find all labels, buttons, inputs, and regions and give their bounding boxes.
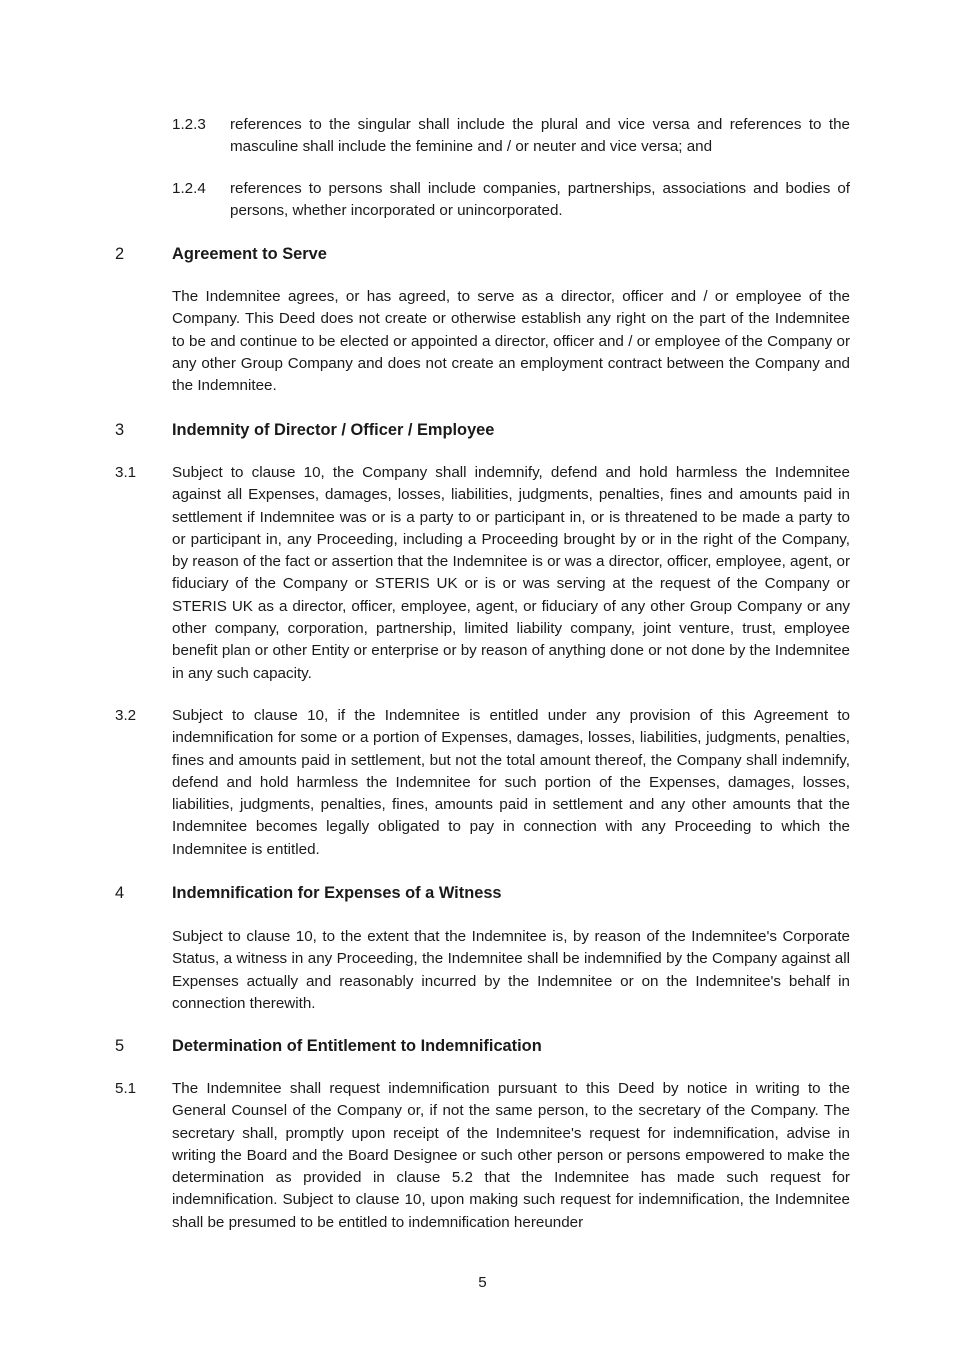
clause-text	[172, 462, 850, 685]
section-heading: Determination of Entitlement to Indemnification	[172, 1037, 542, 1055]
clause-number: 3.2	[115, 707, 137, 724]
section-number: 3	[115, 421, 125, 439]
clause-text	[172, 1078, 850, 1234]
section-heading: Indemnification for Expenses of a Witness	[172, 884, 502, 902]
section-2-body	[172, 286, 850, 397]
section-number: 2	[115, 245, 125, 263]
clause-text	[230, 178, 850, 223]
section-2-text: The Indemnitee agrees, or has agreed, to serve as a director, officer and / or employee of the Company. This Deed does not create or otherwise establish any right on the part of the Indemnitee to be and continue to be elected or appointed a director, officer and / or employee of the Company or any other Group Company and does not create an employment contract between the Company and the Indemnitee.	[172, 288, 850, 395]
section-number: 5	[115, 1037, 125, 1055]
section-4-text: Subject to clause 10, to the extent that the Indemnitee is, by reason of the Indemnitee's Corporate Status, a witness in any Proceeding, the Indemnitee shall be indemnified by the Company against all Expenses actually and reasonably incurred by the Indemnitee or on the Indemnitee's behalf in connection therewith.	[172, 928, 850, 1012]
clause-3-1-text: Subject to clause 10, the Company shall indemnify, defend and hold harmless the Indemnitee against all Expenses, damages, losses, liabilities, judgments, penalties, fines and amounts paid in settlement if Indemnitee was or is a party to or participant in, or is threatened to be made a party to or participant in, any Proceeding, including a Proceeding brought by or in the right of the Company, by reason of the fact or assertion that the Indemnitee is or was a director, officer, employee, agent, or fiduciary of the Company or STERIS UK or is or was serving at the request of the Company or STERIS UK as a director, officer, employee, agent, or fiduciary of any other Group Company or any other company, corporation, partnership, limited liability company, joint venture, trust, employee benefit plan or other Entity or enterprise or by reason of anything done or not done by the Indemnitee in any such capacity.	[172, 464, 850, 682]
clause-number: 3.1	[115, 464, 137, 481]
section-heading: Agreement to Serve	[172, 245, 327, 263]
clause-text	[172, 705, 850, 861]
section-4-body	[172, 926, 850, 1015]
section-number: 4	[115, 884, 125, 902]
clause-number: 5.1	[115, 1080, 137, 1097]
page-number: 5	[478, 1274, 487, 1291]
clause-1-2-4-text: references to persons shall include companies, partnerships, associations and bodies of persons, whether incorporated or unincorporated.	[230, 180, 850, 220]
clause-text	[230, 114, 850, 159]
clause-5-1-text: The Indemnitee shall request indemnification pursuant to this Deed by notice in writing to the General Counsel of the Company or, if not the same person, to the secretary of the Company. The secretary shall, promptly upon receipt of the Indemnitee's request for indemnification, advise in writing the Board and the Board Designee or such other person or persons empowered to make the determination as provided in clause 5.2 that the Indemnitee has made such request for indemnification. Subject to clause 10, upon making such request for indemnification, the Indemnitee shall be presumed to be entitled to indemnification hereunder	[172, 1080, 850, 1231]
clause-3-2-text: Subject to clause 10, if the Indemnitee is entitled under any provision of this Agreement to indemnification for some or a portion of Expenses, damages, losses, liabilities, judgments, penalties, fines and amounts paid in settlement, but not the total amount thereof, the Company shall indemnify, defend and hold harmless the Indemnitee for such portion of the Expenses, damages, losses, liabilities, judgments, penalties, fines, amounts paid in settlement and any other amounts that the Indemnitee becomes legally obligated to pay in connection with any Proceeding to which the Indemnitee is entitled.	[172, 707, 850, 858]
clause-1-2-3-text: references to the singular shall include the plural and vice versa and references to the masculine shall include the feminine and / or neuter and vice versa; and	[230, 116, 850, 156]
clause-number: 1.2.3	[172, 116, 206, 133]
clause-number: 1.2.4	[172, 180, 206, 197]
section-heading: Indemnity of Director / Officer / Employee	[172, 421, 495, 439]
